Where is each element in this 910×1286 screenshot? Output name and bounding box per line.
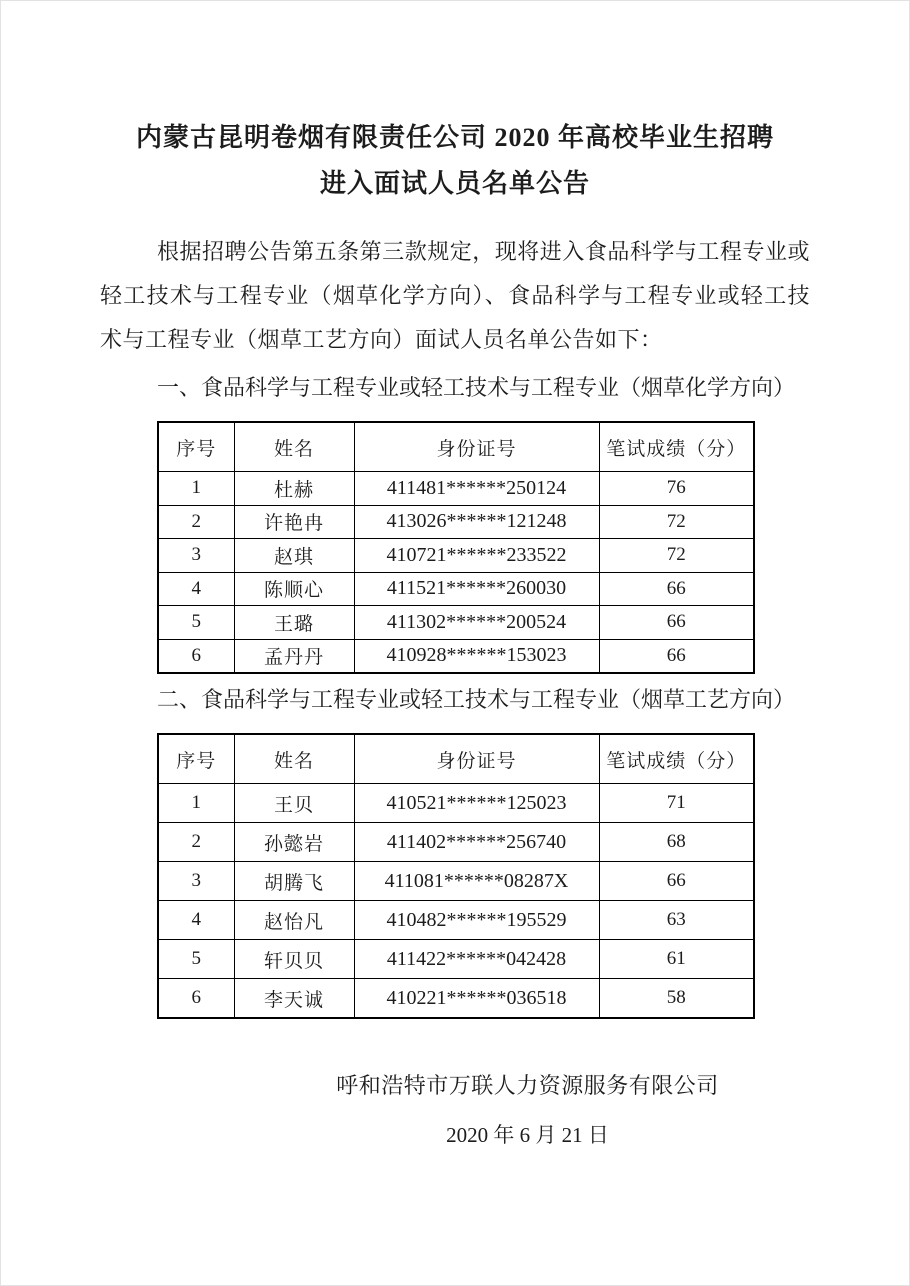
cell-index: 5 xyxy=(158,940,234,979)
cell-id-number: 411402******256740 xyxy=(354,823,599,862)
cell-index: 1 xyxy=(158,784,234,823)
table-row xyxy=(158,979,754,1019)
table-header-row xyxy=(158,422,754,472)
paragraph-line-3: 术与工程专业（烟草工艺方向）面试人员名单公告如下： xyxy=(100,327,663,352)
cell-id-number: 410721******233522 xyxy=(354,539,599,573)
cell-score: 66 xyxy=(599,639,754,673)
issuing-company: 呼和浩特市万联人力资源服务有限公司 xyxy=(336,1073,719,1098)
cell-score: 71 xyxy=(599,784,754,823)
cell-id-number: 411481******250124 xyxy=(354,472,599,506)
column-header: 序号 xyxy=(158,734,234,784)
cell-index: 3 xyxy=(158,539,234,573)
cell-score: 63 xyxy=(599,901,754,940)
cell-name: 胡腾飞 xyxy=(234,862,354,901)
cell-name: 许艳冉 xyxy=(234,505,354,539)
table-row xyxy=(158,901,754,940)
document-title-line1: 内蒙古昆明卷烟有限责任公司 2020 年高校毕业生招聘 xyxy=(135,123,774,152)
cell-name: 杜赫 xyxy=(234,472,354,506)
cell-name: 赵琪 xyxy=(234,539,354,573)
cell-index: 4 xyxy=(158,572,234,606)
table-section-2 xyxy=(157,733,755,1019)
column-header: 序号 xyxy=(158,422,234,472)
cell-index: 5 xyxy=(158,606,234,640)
cell-score: 72 xyxy=(599,539,754,573)
cell-score: 66 xyxy=(599,862,754,901)
cell-score: 76 xyxy=(599,472,754,506)
column-header: 身份证号 xyxy=(354,422,599,472)
table-row xyxy=(158,862,754,901)
cell-score: 58 xyxy=(599,979,754,1019)
cell-score: 72 xyxy=(599,505,754,539)
cell-name: 赵怡凡 xyxy=(234,901,354,940)
cell-name: 陈顺心 xyxy=(234,572,354,606)
table-row xyxy=(158,784,754,823)
signature-block xyxy=(100,1071,810,1150)
paragraph-line-1: 根据招聘公告第五条第三款规定，现将进入食品科学与工程专业或 xyxy=(157,239,810,264)
cell-id-number: 411521******260030 xyxy=(354,572,599,606)
cell-index: 4 xyxy=(158,901,234,940)
cell-name: 轩贝贝 xyxy=(234,940,354,979)
column-header: 姓名 xyxy=(234,734,354,784)
intro-paragraph xyxy=(100,230,810,362)
document-date: 2020 年 6 月 21 日 xyxy=(446,1123,609,1147)
cell-name: 王贝 xyxy=(234,784,354,823)
column-header: 身份证号 xyxy=(354,734,599,784)
cell-id-number: 411422******042428 xyxy=(354,940,599,979)
cell-index: 6 xyxy=(158,639,234,673)
cell-id-number: 410521******125023 xyxy=(354,784,599,823)
document-title-line2: 进入面试人员名单公告 xyxy=(319,169,590,198)
table-row xyxy=(158,472,754,506)
table-row xyxy=(158,505,754,539)
section-1-heading: 一、食品科学与工程专业或轻工技术与工程专业（烟草化学方向） xyxy=(157,375,796,400)
cell-name: 孟丹丹 xyxy=(234,639,354,673)
table-header-row xyxy=(158,734,754,784)
cell-score: 66 xyxy=(599,572,754,606)
cell-index: 1 xyxy=(158,472,234,506)
cell-id-number: 410482******195529 xyxy=(354,901,599,940)
cell-score: 68 xyxy=(599,823,754,862)
cell-name: 李天诚 xyxy=(234,979,354,1019)
cell-index: 2 xyxy=(158,505,234,539)
cell-name: 孙懿岩 xyxy=(234,823,354,862)
table-row xyxy=(158,639,754,673)
cell-id-number: 411302******200524 xyxy=(354,606,599,640)
column-header: 姓名 xyxy=(234,422,354,472)
table-row xyxy=(158,539,754,573)
table-row xyxy=(158,572,754,606)
column-header: 笔试成绩（分） xyxy=(599,734,754,784)
cell-name: 王璐 xyxy=(234,606,354,640)
table-row xyxy=(158,606,754,640)
cell-index: 3 xyxy=(158,862,234,901)
section-2-heading: 二、食品科学与工程专业或轻工技术与工程专业（烟草工艺方向） xyxy=(157,687,796,712)
paragraph-line-2: 轻工技术与工程专业（烟草化学方向）、食品科学与工程专业或轻工技 xyxy=(100,283,810,308)
table-row xyxy=(158,940,754,979)
cell-score: 61 xyxy=(599,940,754,979)
cell-id-number: 413026******121248 xyxy=(354,505,599,539)
column-header: 笔试成绩（分） xyxy=(599,422,754,472)
cell-score: 66 xyxy=(599,606,754,640)
cell-id-number: 410221******036518 xyxy=(354,979,599,1019)
table-section-1 xyxy=(157,421,755,674)
cell-id-number: 411081******08287X xyxy=(354,862,599,901)
cell-index: 2 xyxy=(158,823,234,862)
table-row xyxy=(158,823,754,862)
cell-index: 6 xyxy=(158,979,234,1019)
cell-id-number: 410928******153023 xyxy=(354,639,599,673)
